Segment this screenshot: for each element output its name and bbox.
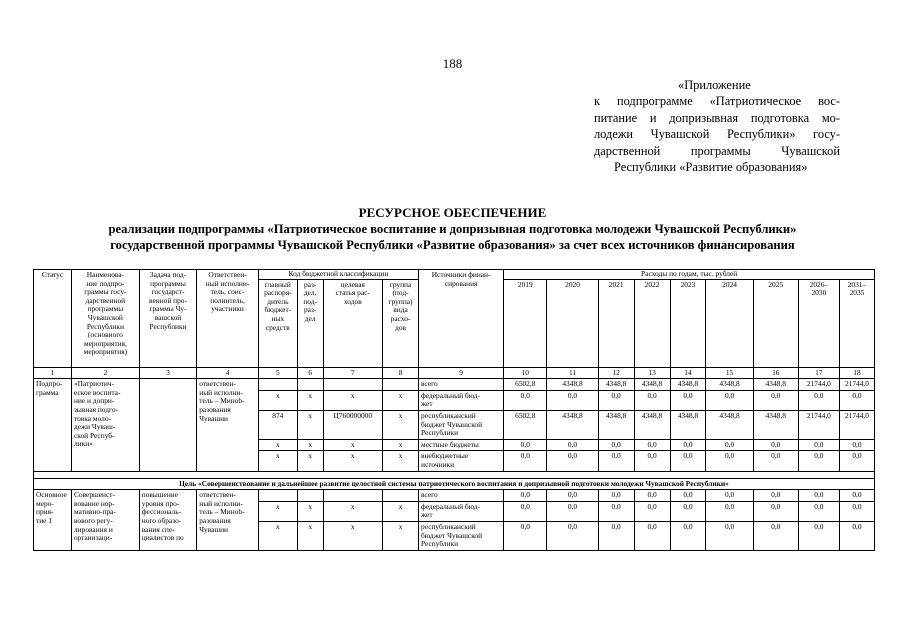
col-number: 13 — [634, 367, 670, 379]
amount-cell: 0,0 — [598, 501, 634, 521]
col-number: 12 — [598, 367, 634, 379]
source-cell: федеральный бюд- жет — [419, 501, 504, 521]
amount-cell: 6502,8 — [504, 379, 547, 391]
table-row — [34, 379, 875, 391]
source-cell: республиканский бюджет Чувашской Республики — [419, 521, 504, 550]
page-number: 188 — [442, 56, 463, 71]
target-code-cell: Ц760000000 — [323, 410, 383, 439]
amount-cell: 0,0 — [753, 490, 798, 502]
amount-cell: 0,0 — [547, 521, 598, 550]
amount-cell: 0,0 — [753, 439, 798, 451]
amount-cell: 0,0 — [504, 501, 547, 521]
amount-cell: 0,0 — [670, 501, 706, 521]
amount-cell: 21744,0 — [839, 410, 874, 439]
appendix-line: дарственной программы Чувашской — [594, 143, 840, 158]
column-number-row — [34, 367, 875, 379]
col-number: 9 — [419, 367, 504, 379]
col-number: 2 — [71, 367, 139, 379]
section-code-cell: x — [297, 410, 323, 439]
section-code-cell: x — [297, 439, 323, 451]
col-number: 15 — [706, 367, 753, 379]
amount-cell: 0,0 — [753, 451, 798, 471]
col-number: 18 — [839, 367, 874, 379]
amount-cell: 0,0 — [839, 490, 874, 502]
target-code-cell: x — [323, 390, 383, 410]
amount-cell: 0,0 — [839, 439, 874, 451]
header-status: Статус — [34, 270, 72, 368]
header-section: раз- дел, под- раз- дел — [297, 279, 323, 367]
amount-cell: 4348,8 — [547, 379, 598, 391]
group-code-cell — [383, 379, 419, 391]
col-number: 8 — [383, 367, 419, 379]
header-budget-code: Код бюджетной классификации — [258, 270, 418, 280]
source-cell: федеральный бюд- жет — [419, 390, 504, 410]
header-year: 2020 — [547, 279, 598, 367]
name-cell: Совершенст- вование нор- мативно-пра- вового регу- лирования и организаци- — [71, 490, 139, 551]
page-subtitle — [0, 221, 905, 253]
amount-cell: 6502,8 — [504, 410, 547, 439]
appendix-line: Республики «Развитие образования» — [614, 160, 808, 175]
amount-cell: 0,0 — [504, 451, 547, 471]
amount-cell: 4348,8 — [753, 410, 798, 439]
amount-cell: 0,0 — [839, 521, 874, 550]
amount-cell: 0,0 — [706, 390, 753, 410]
source-cell: местные бюджеты — [419, 439, 504, 451]
amount-cell: 0,0 — [753, 521, 798, 550]
goal-row — [34, 478, 875, 490]
amount-cell: 4348,8 — [753, 379, 798, 391]
group-code-cell: x — [383, 451, 419, 471]
amount-cell: 0,0 — [547, 451, 598, 471]
amount-cell: 0,0 — [798, 390, 839, 410]
amount-cell: 0,0 — [798, 521, 839, 550]
header-name: Наименова- ние подпро- граммы госу- дарственной программы Чувашской Республики (основного мероприятия, мероприятия) — [71, 270, 139, 368]
group-code-cell: x — [383, 410, 419, 439]
name-cell: «Патриотич- еское воспита- ние и допри- зывная подго- товка моло- дежи Чуваш- ской Респуб- лики» — [71, 379, 139, 471]
status-cell: Подпро- грамма — [34, 379, 72, 471]
col-number: 14 — [670, 367, 706, 379]
source-cell: республиканский бюджет Чувашской Республики — [419, 410, 504, 439]
header-group: группа (под- группа) вида расхо- дов — [383, 279, 419, 367]
spacer-cell — [34, 471, 875, 478]
source-cell: всего — [419, 379, 504, 391]
appendix-line: питание и допризывная подготовка мо- — [594, 110, 840, 125]
amount-cell: 0,0 — [504, 490, 547, 502]
col-number: 11 — [547, 367, 598, 379]
amount-cell: 4348,8 — [598, 410, 634, 439]
header-target: целевая статья рас- ходов — [323, 279, 383, 367]
amount-cell: 4348,8 — [670, 379, 706, 391]
header-sources: Источники финан- сирования — [419, 270, 504, 368]
amount-cell: 0,0 — [706, 439, 753, 451]
manager-code-cell — [258, 490, 297, 502]
target-code-cell: x — [323, 521, 383, 550]
amount-cell: 4348,8 — [547, 410, 598, 439]
header-row — [34, 270, 875, 280]
amount-cell: 0,0 — [547, 490, 598, 502]
table-row — [34, 490, 875, 502]
amount-cell: 0,0 — [598, 451, 634, 471]
amount-cell: 0,0 — [670, 521, 706, 550]
manager-code-cell: x — [258, 390, 297, 410]
header-year: 2021 — [598, 279, 634, 367]
main-activity-block — [34, 490, 875, 551]
group-code-cell — [383, 490, 419, 502]
col-number: 5 — [258, 367, 297, 379]
section-code-cell: x — [297, 521, 323, 550]
task-cell — [139, 379, 196, 471]
amount-cell: 4348,8 — [634, 379, 670, 391]
header-year: 2025 — [753, 279, 798, 367]
group-code-cell: x — [383, 390, 419, 410]
amount-cell: 4348,8 — [670, 410, 706, 439]
amount-cell: 0,0 — [839, 501, 874, 521]
amount-cell: 0,0 — [670, 451, 706, 471]
amount-cell: 0,0 — [670, 490, 706, 502]
amount-cell: 0,0 — [839, 390, 874, 410]
group-code-cell: x — [383, 501, 419, 521]
amount-cell: 0,0 — [798, 451, 839, 471]
header-year: 2026– 2030 — [798, 279, 839, 367]
amount-cell: 0,0 — [547, 390, 598, 410]
resource-table — [33, 269, 875, 551]
amount-cell: 0,0 — [598, 521, 634, 550]
group-code-cell: x — [383, 521, 419, 550]
section-code-cell: x — [297, 390, 323, 410]
amount-cell: 21744,0 — [798, 379, 839, 391]
amount-cell: 0,0 — [798, 501, 839, 521]
subtitle-line: государственной программы Чувашской Республики «Развитие образования» за счет всех источников финансирования — [110, 238, 795, 252]
target-code-cell — [323, 379, 383, 391]
target-code-cell: x — [323, 439, 383, 451]
task-cell: повышение уровня про- фессиональ- ного образо- вания спе- циалистов по — [139, 490, 196, 551]
section-code-cell: x — [297, 501, 323, 521]
header-manager: главный распоря- дитель бюджет- ных средств — [258, 279, 297, 367]
amount-cell: 0,0 — [634, 490, 670, 502]
manager-code-cell — [258, 379, 297, 391]
appendix-line: «Приложение — [678, 78, 751, 92]
amount-cell: 0,0 — [670, 390, 706, 410]
target-code-cell — [323, 490, 383, 502]
subprogram-block — [34, 379, 875, 471]
amount-cell: 0,0 — [504, 390, 547, 410]
header-year: 2023 — [670, 279, 706, 367]
header-expenses: Расходы по годам, тыс. рублей — [504, 270, 875, 280]
col-number: 4 — [197, 367, 259, 379]
section-code-cell — [297, 490, 323, 502]
responsible-cell: ответствен- ный исполни- тель – Минob- разования Чувашии — [197, 490, 259, 551]
amount-cell: 21744,0 — [839, 379, 874, 391]
col-number: 7 — [323, 367, 383, 379]
section-code-cell: x — [297, 451, 323, 471]
amount-cell: 0,0 — [753, 501, 798, 521]
amount-cell: 0,0 — [670, 439, 706, 451]
amount-cell: 0,0 — [634, 521, 670, 550]
amount-cell: 0,0 — [798, 490, 839, 502]
col-number: 10 — [504, 367, 547, 379]
source-cell: внебюджетные источники — [419, 451, 504, 471]
amount-cell: 0,0 — [598, 390, 634, 410]
col-number: 17 — [798, 367, 839, 379]
amount-cell: 0,0 — [706, 490, 753, 502]
header-year: 2019 — [504, 279, 547, 367]
subtitle-line: реализации подпрограммы «Патриотическое воспитание и допризывная подготовка молодежи Чувашской Республики» — [108, 222, 797, 236]
amount-cell: 0,0 — [598, 439, 634, 451]
amount-cell: 0,0 — [706, 451, 753, 471]
col-number: 3 — [139, 367, 196, 379]
header-responsible: Ответствен- ный исполни- тель, соис- полнитель, участники — [197, 270, 259, 368]
amount-cell: 0,0 — [798, 439, 839, 451]
amount-cell: 0,0 — [504, 439, 547, 451]
spacer-row — [34, 471, 875, 478]
source-cell: всего — [419, 490, 504, 502]
amount-cell: 0,0 — [753, 390, 798, 410]
appendix-line: лодежи Чувашской Республики» госу- — [594, 127, 840, 142]
amount-cell: 0,0 — [706, 521, 753, 550]
amount-cell: 4348,8 — [634, 410, 670, 439]
amount-cell: 0,0 — [634, 439, 670, 451]
header-year: 2022 — [634, 279, 670, 367]
manager-code-cell: x — [258, 521, 297, 550]
goal-text: Цель «Совершенствование и дальнейшее развитие целостной системы патриотического воспитания и допризывной подготовки молодежи Чувашской Республики» — [34, 478, 875, 490]
amount-cell: 0,0 — [839, 451, 874, 471]
col-number: 6 — [297, 367, 323, 379]
amount-cell: 4348,8 — [706, 379, 753, 391]
amount-cell: 21744,0 — [798, 410, 839, 439]
manager-code-cell: 874 — [258, 410, 297, 439]
amount-cell: 0,0 — [547, 439, 598, 451]
section-code-cell — [297, 379, 323, 391]
page-title: РЕСУРСНОЕ ОБЕСПЕЧЕНИЕ — [358, 205, 547, 220]
amount-cell: 0,0 — [634, 451, 670, 471]
amount-cell: 0,0 — [547, 501, 598, 521]
amount-cell: 4348,8 — [706, 410, 753, 439]
appendix-note — [594, 77, 840, 175]
col-number: 16 — [753, 367, 798, 379]
target-code-cell: x — [323, 501, 383, 521]
manager-code-cell: x — [258, 451, 297, 471]
header-year: 2024 — [706, 279, 753, 367]
amount-cell: 0,0 — [598, 490, 634, 502]
group-code-cell: x — [383, 439, 419, 451]
status-cell: Основное меро- прия- тие 1 — [34, 490, 72, 551]
amount-cell: 4348,8 — [598, 379, 634, 391]
col-number: 1 — [34, 367, 72, 379]
header-year: 2031– 2035 — [839, 279, 874, 367]
manager-code-cell: x — [258, 439, 297, 451]
amount-cell: 0,0 — [634, 501, 670, 521]
manager-code-cell: x — [258, 501, 297, 521]
amount-cell: 0,0 — [634, 390, 670, 410]
appendix-line: к подпрограмме «Патриотическое вос- — [594, 94, 840, 109]
responsible-cell: ответствен- ный исполни- тель – Минob- разования Чувашии — [197, 379, 259, 471]
amount-cell: 0,0 — [706, 501, 753, 521]
amount-cell: 0,0 — [504, 521, 547, 550]
header-task: Задача под- программы государст- венной про- граммы Чу- вашской Республики — [139, 270, 196, 368]
target-code-cell: x — [323, 451, 383, 471]
